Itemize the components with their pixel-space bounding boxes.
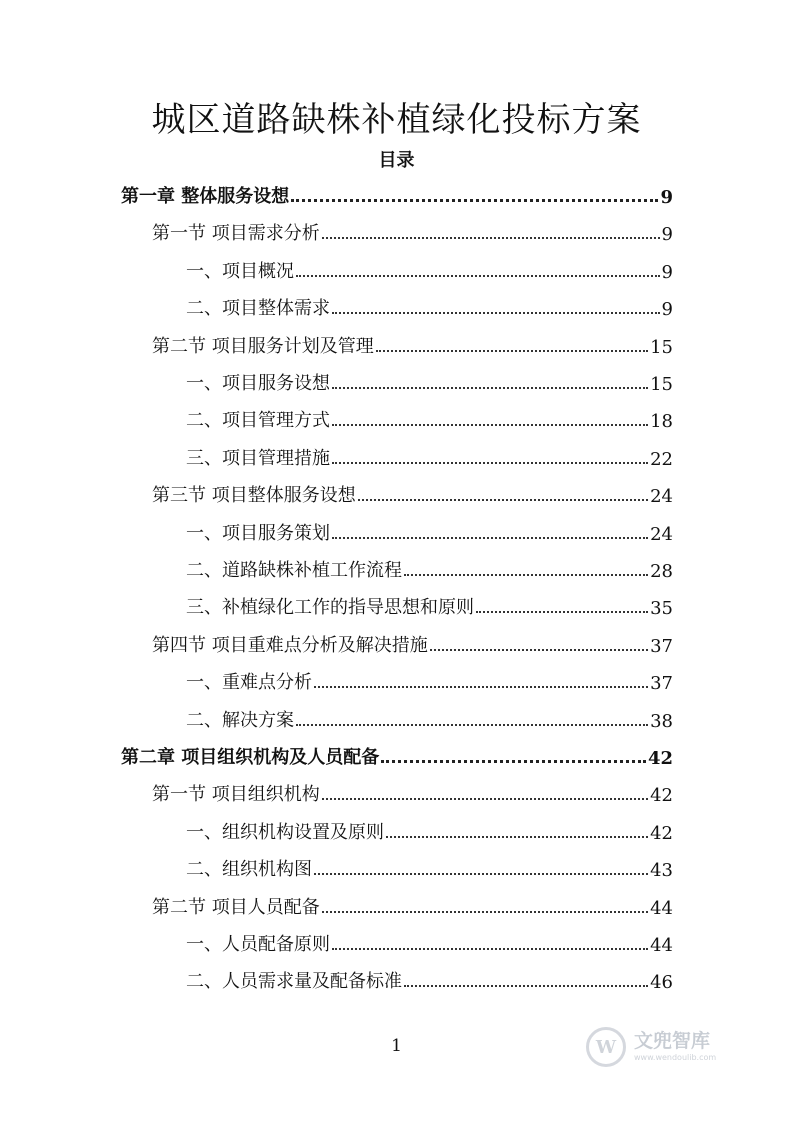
toc-entry-label: 第二节 项目服务计划及管理 [152,335,374,357]
toc-entry [152,219,673,245]
toc-entry-page: 42 [650,785,673,807]
toc-dot-leader [322,237,660,239]
toc-entry-label: 二、项目整体需求 [186,298,330,320]
toc-entry-label: 二、解决方案 [186,709,294,731]
toc-entry [186,257,673,283]
toc-dot-leader [381,760,646,763]
toc-entry-label: 一、组织机构设置及原则 [186,821,384,843]
toc-dot-leader [404,574,648,576]
toc-dot-leader [376,350,648,352]
toc-entry [152,631,673,657]
toc-dot-leader [332,462,648,464]
toc-entry-page: 9 [660,187,673,208]
toc-dot-leader [332,537,648,539]
toc-entry [186,369,673,395]
toc-entry [186,668,673,694]
toc-dot-leader [296,275,660,277]
watermark-logo-icon: W [586,1027,626,1067]
toc-entry-page: 37 [650,673,673,695]
toc-dot-leader [322,798,648,800]
toc-entry-page: 18 [650,411,673,433]
toc-entry-label: 第一章 整体服务设想 [121,186,290,207]
document-title: 城区道路缺株补植绿化投标方案 [151,100,642,140]
toc-entry-label: 第二节 项目人员配备 [152,896,320,918]
toc-entry [186,519,673,545]
toc-dot-leader [332,387,648,389]
watermark [586,1022,756,1072]
toc-entry-page: 24 [650,486,673,508]
toc-entry [152,332,673,358]
toc-entry-page: 15 [650,374,673,395]
toc-entry-label: 一、重难点分析 [186,672,312,694]
page-number: 1 [391,1036,402,1056]
toc-entry-page: 28 [650,561,673,582]
toc-dot-leader [404,985,648,987]
toc-entry-page: 9 [661,224,673,246]
toc-entry-label: 第四节 项目重难点分析及解决措施 [152,634,428,656]
toc-entry-label: 二、项目管理方式 [186,410,330,432]
toc-entry [186,444,673,470]
toc-entry-label: 一、人员配备原则 [186,934,330,955]
toc-entry-page: 22 [650,448,673,470]
toc-dot-leader [291,199,658,202]
toc-entry-label: 第三节 项目整体服务设想 [152,485,356,507]
toc-entry [186,855,673,881]
toc-entry [186,556,673,582]
toc-entry-page: 42 [647,748,673,769]
toc-entry [121,743,673,769]
toc-entry [186,818,673,844]
toc-dot-leader [314,686,648,688]
toc-entry-page: 24 [650,523,673,545]
toc-entry-page: 9 [661,299,673,321]
toc-dot-leader [332,312,660,314]
toc-dot-leader [430,649,648,651]
watermark-brand: 文兜智库 [634,1030,711,1052]
toc-entry-label: 第二章 项目组织机构及人员配备 [121,747,380,768]
toc-dot-leader [386,836,648,838]
toc-entry-label: 二、人员需求量及配备标准 [186,971,402,993]
toc-entry [152,893,673,919]
toc-entry-label: 二、组织机构图 [186,859,312,881]
toc-entry [186,406,673,432]
toc-dot-leader [296,724,648,726]
toc-entry-page: 15 [650,336,673,358]
toc-entry [152,780,673,806]
toc-dot-leader [332,424,648,426]
toc-dot-leader [322,911,648,913]
toc-entry-page: 42 [650,822,673,844]
toc-heading: 目录 [378,150,415,171]
toc-entry-page: 37 [650,635,673,657]
toc-entry-page: 46 [650,972,673,994]
toc-entry-label: 第一节 项目组织机构 [152,784,320,806]
toc-dot-leader [314,873,648,875]
toc-entry-page: 35 [650,598,673,620]
toc-entry [121,182,673,208]
toc-entry [186,706,673,732]
toc-entry [186,967,673,993]
toc-dot-leader [332,948,648,950]
toc-entry-label: 二、道路缺株补植工作流程 [186,560,402,581]
toc-entry-label: 一、项目服务设想 [186,373,330,394]
toc-entry-label: 三、项目管理措施 [186,447,330,469]
watermark-text [634,1032,716,1062]
toc-entry-label: 一、项目概况 [186,260,294,282]
toc-entry-page: 44 [650,897,673,919]
toc-entry-page: 43 [650,860,673,882]
toc-dot-leader [358,499,648,501]
toc-entry-label: 一、项目服务策划 [186,522,330,544]
toc-entry [186,294,673,320]
toc-entry [186,593,673,619]
toc-entry [186,930,673,956]
toc-entry-page: 9 [661,261,673,283]
watermark-url: www.wendoulib.com [634,1053,717,1062]
toc-entry-label: 第一节 项目需求分析 [152,223,320,245]
toc-entry-page: 38 [650,710,673,732]
toc-entry-label: 三、补植绿化工作的指导思想和原则 [186,597,474,619]
toc-entry-page: 44 [650,935,673,956]
toc-dot-leader [476,611,648,613]
toc-entry [152,481,673,507]
